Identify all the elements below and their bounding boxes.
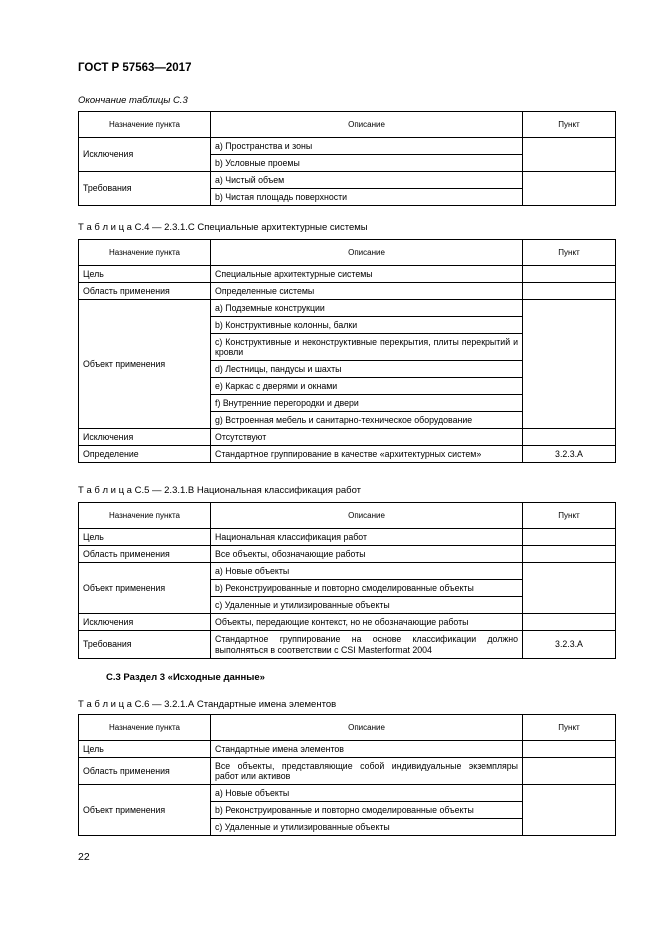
column-header: Описание: [211, 240, 523, 266]
row-ref: [523, 614, 616, 631]
table-row: [79, 614, 616, 631]
row-item: b) Реконструированные и повторно смоделированные объекты: [211, 802, 523, 819]
table-c6: [78, 714, 616, 836]
row-ref: [523, 758, 616, 785]
row-item: a) Чистый объем: [211, 172, 523, 189]
table-row: [79, 266, 616, 283]
table-row: [79, 563, 616, 580]
row-item: a) Новые объекты: [211, 785, 523, 802]
row-ref: [523, 429, 616, 446]
row-name: Область применения: [79, 758, 211, 785]
row-item: a) Подземные конструкции: [211, 300, 523, 317]
row-name: Цель: [79, 266, 211, 283]
row-name: Исключения: [79, 138, 211, 172]
table-row: [79, 138, 616, 155]
row-name: Требования: [79, 631, 211, 659]
row-name: Область применения: [79, 546, 211, 563]
row-desc: Стандартное группирование в качестве «архитектурных систем»: [211, 446, 523, 463]
row-item: b) Реконструированные и повторно смоделированные объекты: [211, 580, 523, 597]
row-desc: Объекты, передающие контекст, но не обозначающие работы: [211, 614, 523, 631]
row-item: b) Конструктивные колонны, балки: [211, 317, 523, 334]
row-desc: Национальная классификация работ: [211, 529, 523, 546]
row-item: e) Каркас с дверями и окнами: [211, 378, 523, 395]
row-ref: [523, 172, 616, 206]
row-name: Исключения: [79, 614, 211, 631]
row-name: Объект применения: [79, 563, 211, 614]
table-row: [79, 546, 616, 563]
row-ref: [523, 785, 616, 836]
row-name: Цель: [79, 741, 211, 758]
table-header-row: [79, 240, 616, 266]
table-row: [79, 758, 616, 785]
table-row: [79, 529, 616, 546]
row-name: Определение: [79, 446, 211, 463]
row-name: Объект применения: [79, 785, 211, 836]
row-ref: [523, 138, 616, 172]
row-desc: Определенные системы: [211, 283, 523, 300]
row-desc: Специальные архитектурные системы: [211, 266, 523, 283]
row-name: Требования: [79, 172, 211, 206]
row-item: a) Пространства и зоны: [211, 138, 523, 155]
table-c5-caption: Т а б л и ц а С.5 — 2.3.1.В Национальная классификация работ: [78, 485, 362, 496]
row-item: b) Чистая площадь поверхности: [211, 189, 523, 206]
column-header: Описание: [211, 715, 523, 741]
table-row: [79, 172, 616, 189]
column-header: Пункт: [523, 112, 616, 138]
column-header: Назначение пункта: [79, 715, 211, 741]
column-header: Описание: [211, 503, 523, 529]
row-item: c) Удаленные и утилизированные объекты: [211, 819, 523, 836]
row-desc: Все объекты, обозначающие работы: [211, 546, 523, 563]
row-name: Исключения: [79, 429, 211, 446]
column-header: Пункт: [523, 240, 616, 266]
row-ref: 3.2.3.А: [523, 446, 616, 463]
table-row: [79, 785, 616, 802]
page-number: 22: [78, 851, 90, 863]
table-header-row: [79, 715, 616, 741]
row-desc: Стандартное группирование на основе классификации должно выполняться в соответствии с CSI Masterformat 2004: [211, 631, 523, 659]
table-c4-caption: Т а б л и ц а С.4 — 2.3.1.С Специальные архитектурные системы: [78, 222, 368, 233]
table-header-row: [79, 112, 616, 138]
document-header: ГОСТ Р 57563—2017: [78, 62, 192, 74]
row-item: c) Конструктивные и неконструктивные перекрытия, плиты перекрытий и кровли: [211, 334, 523, 361]
section-heading: С.3 Раздел 3 «Исходные данные»: [106, 672, 265, 683]
row-ref: [523, 300, 616, 429]
row-ref: [523, 283, 616, 300]
table-header-row: [79, 503, 616, 529]
table-row: [79, 300, 616, 317]
row-item: c) Удаленные и утилизированные объекты: [211, 597, 523, 614]
column-header: Пункт: [523, 715, 616, 741]
row-ref: [523, 741, 616, 758]
row-name: Область применения: [79, 283, 211, 300]
row-item: b) Условные проемы: [211, 155, 523, 172]
row-ref: 3.2.3.А: [523, 631, 616, 659]
table-c6-caption: Т а б л и ц а С.6 — 3.2.1.А Стандартные имена элементов: [78, 699, 337, 710]
row-item: f) Внутренние перегородки и двери: [211, 395, 523, 412]
column-header: Назначение пункта: [79, 503, 211, 529]
row-desc: Все объекты, представляющие собой индивидуальные экземпляры работ или активов: [211, 758, 523, 785]
column-header: Описание: [211, 112, 523, 138]
table-c3-caption: Окончание таблицы С.3: [78, 95, 188, 106]
table-row: [79, 446, 616, 463]
table-c3-end: [78, 111, 616, 206]
column-header: Назначение пункта: [79, 240, 211, 266]
table-c5: [78, 502, 616, 659]
column-header: Назначение пункта: [79, 112, 211, 138]
column-header: Пункт: [523, 503, 616, 529]
row-desc: Отсутствуют: [211, 429, 523, 446]
row-ref: [523, 529, 616, 546]
table-row: [79, 283, 616, 300]
row-desc: Стандартные имена элементов: [211, 741, 523, 758]
row-name: Цель: [79, 529, 211, 546]
row-ref: [523, 266, 616, 283]
row-item: a) Новые объекты: [211, 563, 523, 580]
row-ref: [523, 546, 616, 563]
row-item: d) Лестницы, пандусы и шахты: [211, 361, 523, 378]
table-c4: [78, 239, 616, 463]
table-row: [79, 429, 616, 446]
table-row: [79, 741, 616, 758]
row-ref: [523, 563, 616, 614]
row-item: g) Встроенная мебель и санитарно-техническое оборудование: [211, 412, 523, 429]
table-row: [79, 631, 616, 659]
row-name: Объект применения: [79, 300, 211, 429]
